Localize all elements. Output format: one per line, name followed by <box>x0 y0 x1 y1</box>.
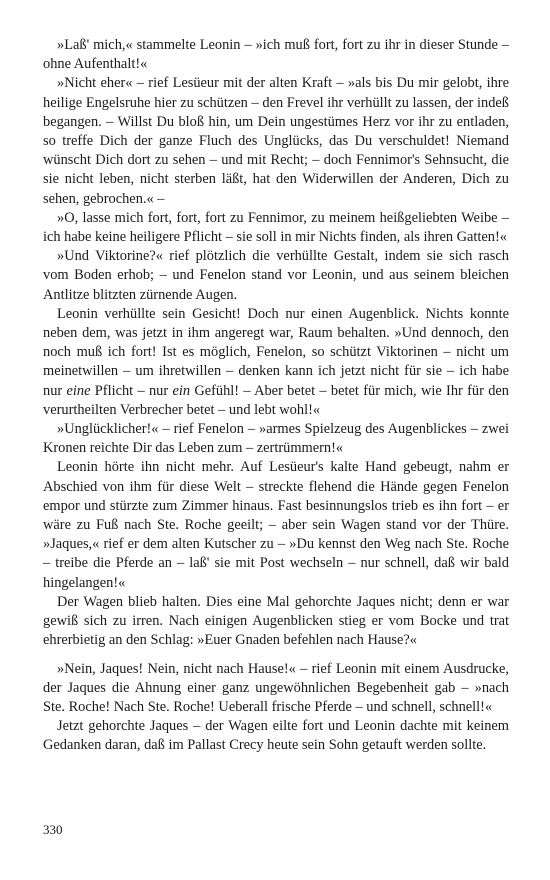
paragraph-text: »Nicht eher« – rief Lesüeur mit der alten Kraft – »als bis Du mir gelobt, ihre heilige Engelsruhe hier zu schützen – den Frevel ihr verhüllt zu lassen, der indeß begangen. – Willst Du bloß hin, um Dein ungestümes Herz vor ihr zu entladen, so treffe Dich der ganze Fluch des Unglücks, das Du verschuldet! Niemand wünscht Dich dort zu sehen – und mit Recht; – doch Fennimor's Sehnsucht, die sie nicht leben, nicht sterben läßt, hat den Widerwillen der Anderen, Dich zu sehen, gebrochen.« – <box>43 75 509 207</box>
paragraph <box>43 74 509 208</box>
paragraph-text: Jetzt gehorchte Jaques – der Wagen eilte fort und Leonin dachte mit keinem Gedanken daran, daß im Pallast Crecy heute sein Sohn getauft werden sollte. <box>43 718 509 754</box>
paragraph <box>43 660 509 718</box>
paragraph <box>43 420 509 458</box>
page-number: 330 <box>43 822 63 837</box>
page-body <box>43 36 509 756</box>
emphasis-text: eine <box>66 382 91 399</box>
paragraph <box>43 458 509 592</box>
paragraph-text: Leonin verhüllte sein Gesicht! Doch nur einen Augenblick. Nichts konnte neben dem, was jetzt in ihm angeregt war, Raum behalten. »Und dennoch, den noch muß ich fort! Ist es möglich, Fenelon, so schützt Viktorinen – nicht um meinetwillen – um ihretwillen – denken kann ich jetzt nicht für sie – ich habe nur <box>43 305 509 399</box>
paragraph <box>43 305 509 420</box>
emphasis-text: ein <box>172 382 191 399</box>
paragraph <box>43 247 509 305</box>
paragraph-text: Pflicht – nur <box>90 382 173 399</box>
paragraph <box>43 717 509 755</box>
paragraph-text: »Laß' mich,« stammelte Leonin – »ich muß fort, fort zu ihr in dieser Stunde – ohne Aufenthalt!« <box>43 37 509 73</box>
paragraph-text: Gefühl! – Aber betet – betet für mich, wie Ihr für den verurtheilten Verbrecher betet – und lebt wohl!« <box>43 382 509 418</box>
paragraph <box>43 593 509 651</box>
paragraph <box>43 36 509 74</box>
paragraph <box>43 209 509 247</box>
paragraph-text: »Unglücklicher!« – rief Fenelon – »armes Spielzeug des Augenblickes – zwei Kronen reichte Dir das Leben zum – zertrümmern!« <box>43 421 509 457</box>
paragraph-text: »O, lasse mich fort, fort, fort zu Fennimor, zu meinem heißgeliebten Weibe – ich habe keine heiligere Pflicht – sie soll in mir Nichts finden, als ihren Gatten!« <box>43 209 509 246</box>
paragraph-text: Der Wagen blieb halten. Dies eine Mal gehorchte Jaques nicht; denn er war gewiß sich zu irren. Nach einigen Augenblicken stieg er vom Bocke und trat ehrerbietig an den Schlag: »Euer Gnaden befehlen nach Hause?« <box>43 593 509 649</box>
paragraph-text: »Und Viktorine?« rief plötzlich die verhüllte Gestalt, indem sie sich rasch vom Boden erhob; – und Fenelon stand vor Leonin, und aus seinem bleichen Antlitze blitzten zürnende Augen. <box>43 248 509 303</box>
paragraph-text: Leonin hörte ihn nicht mehr. Auf Lesüeur's kalte Hand gebeugt, nahm er Abschied von ihm für diese Welt – streckte flehend die Hände gegen Fenelon empor und stürzte zum Zimmer hinaus. Fast besinnungslos trieb es ihn fort – er wäre zu Fuß nach Ste. Roche geeilt; – aber sein Wagen stand vor der Thüre. »Jaques,« rief er dem alten Kutscher zu – »Du kennst den Weg nach Ste. Roche – treibe die Pferde an – laß' sie mit Post wechseln – nur schnell, daß wir bald hingelangen!« <box>43 459 509 591</box>
paragraph-text: »Nein, Jaques! Nein, nicht nach Hause!« – rief Leonin mit einem Ausdrucke, der Jaques die Ahnung einer ganz ungewöhnlichen Begebenheit gab – »nach Ste. Roche! Nach Ste. Roche! Ueberall frische Pferde – und schnell, schnell!« <box>43 660 509 715</box>
